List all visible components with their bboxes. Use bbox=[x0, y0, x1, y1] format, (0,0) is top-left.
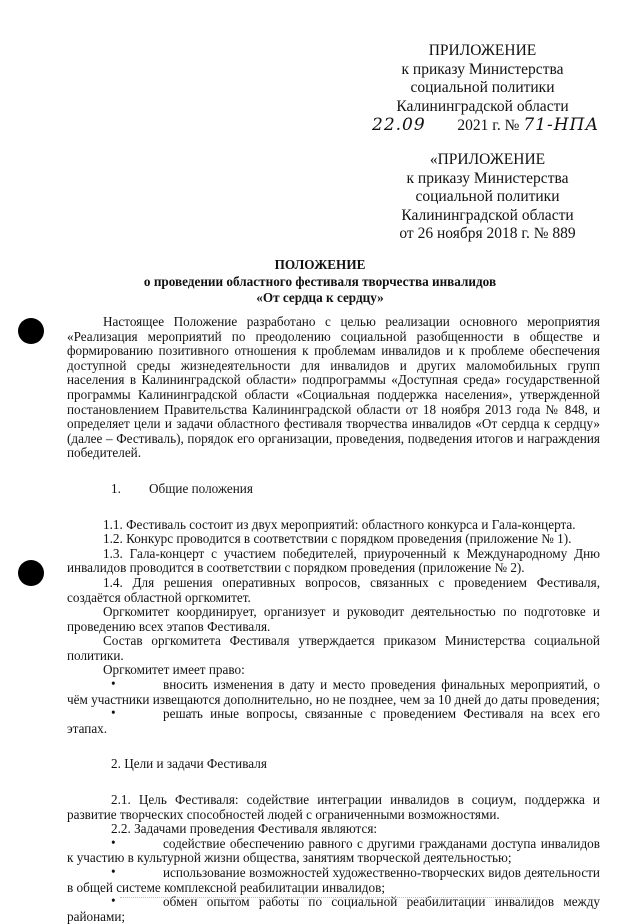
paragraph-1-3: 1.3. Гала-концерт с участием победителей, приуроченный к Международному Дню инвалидов проводится в соответствии с порядком проведения (приложение № 2). bbox=[67, 545, 600, 576]
handwritten-date: 22.09 bbox=[372, 115, 426, 135]
bullet-marker: • bbox=[111, 705, 116, 721]
old-appendix-line: от 26 ноября 2018 г. № 889 bbox=[399, 225, 576, 242]
section1-title: Общие положения bbox=[149, 480, 253, 496]
old-appendix-line: социальной политики bbox=[415, 188, 560, 205]
bullet-item: • использование возможностей художественно-творческих видов деятельности в общей системе комплексной реабилитации инвалидов; bbox=[67, 864, 600, 895]
scan-edge-noise bbox=[120, 897, 540, 900]
old-appendix-title: «ПРИЛОЖЕНИЕ bbox=[429, 151, 546, 168]
paragraph-2-2: 2.2. Задачами проведения Фестиваля являются: bbox=[111, 821, 378, 837]
paragraph-1-4: 1.4. Для решения оперативных вопросов, связанных с проведением Фестиваля, создаётся областной оргкомитет. bbox=[67, 574, 600, 605]
old-appendix-line: к приказу Министерства bbox=[406, 169, 569, 187]
intro-paragraph: Настоящее Положение разработано с целью реализации основного мероприятия «Реализация мероприятий по преодолению социальной разобщенности в обществе и формированию позитивного отношения к проблемам инвалидов и к проблеме обеспечения доступной среды жизнедеятельности для инвалидов и других маломобильных групп населения в Калининградской области» подпрограммы «Доступная среда» государственной программы Калининградской области «Социальная поддержка населения», утвержденной постановлением Правительства Калининградской области от 18 ноября 2013 года № 848, и определяет цели и задачи областного фестиваля творчества инвалидов «От сердца к сердцу» (далее – Фестиваль), порядок его организации, проведения, подведения итогов и награждения победителей. bbox=[67, 314, 600, 461]
bullet-marker: • bbox=[111, 834, 116, 850]
section2-heading: 2. Цели и задачи Фестиваля bbox=[111, 756, 267, 772]
title-line: о проведении областного фестиваля творчества инвалидов bbox=[143, 273, 497, 289]
title-line: «От сердца к сердцу» bbox=[256, 290, 384, 305]
appendix-line: социальной политики bbox=[410, 79, 555, 96]
document-title bbox=[95, 257, 545, 307]
paragraph-2-1: 2.1. Цель Фестиваля: содействие интеграции инвалидов в социум, поддержка и развитие творческих способностей людей с ограниченными возможностями. bbox=[67, 792, 600, 822]
paragraph-orgcom: Оргкомитет координирует, организует и руководит деятельностью по подготовке и проведению всех этапов Фестиваля. bbox=[67, 604, 600, 634]
paragraph-1-2: 1.2. Конкурс проводится в соответствии с порядком проведения (приложение № 1). bbox=[103, 531, 572, 547]
paragraph-orgcom-composition: Состав оргкомитета Фестиваля утверждается приказом Министерства социальной политики. bbox=[67, 633, 600, 663]
old-appendix-line: Калининградской области bbox=[401, 206, 574, 224]
bullet-item: • содействие обеспечению равного с другими гражданами доступа инвалидов к участию в культурной жизни общества, занятиям творческой деятельностью; bbox=[67, 834, 600, 866]
bullet-marker: • bbox=[111, 676, 116, 692]
section1-heading bbox=[67, 482, 600, 497]
document-body bbox=[67, 315, 600, 924]
handwritten-number: 71-НПА bbox=[523, 115, 600, 135]
appendix-line: Калининградской области bbox=[396, 97, 569, 115]
bullet-item: • обмен опытом работы по социальной реабилитации инвалидов между районами; bbox=[67, 893, 600, 924]
section1-number: 1. bbox=[111, 480, 121, 496]
appendix-date-line bbox=[372, 115, 600, 136]
paragraph-orgcom-rights: Оргкомитет имеет право: bbox=[103, 662, 245, 678]
appendix-line: к приказу Министерства bbox=[401, 60, 564, 78]
bullet-marker: • bbox=[111, 893, 116, 909]
title-line: ПОЛОЖЕНИЕ bbox=[274, 257, 366, 272]
punch-hole-top bbox=[18, 318, 44, 344]
bullet-item: • вносить изменения в дату и место проведения финальных мероприятий, о чём участники извещаются дополнительно, но не позднее, чем за 10 дней до даты проведения; bbox=[67, 676, 600, 707]
year-number-label: 2021 г. № bbox=[457, 117, 520, 134]
bullet-item: • решать иные вопросы, связанные с проведением Фестиваля на всех его этапах. bbox=[67, 705, 600, 736]
appendix-title: ПРИЛОЖЕНИЕ bbox=[428, 42, 537, 59]
punch-hole-bottom bbox=[18, 560, 44, 586]
old-appendix-header bbox=[375, 151, 600, 244]
paragraph-1-1: 1.1. Фестиваль состоит из двух мероприятий: областного конкурса и Гала-концерта. bbox=[103, 516, 576, 532]
appendix-header bbox=[372, 42, 600, 136]
bullet-marker: • bbox=[111, 864, 116, 879]
